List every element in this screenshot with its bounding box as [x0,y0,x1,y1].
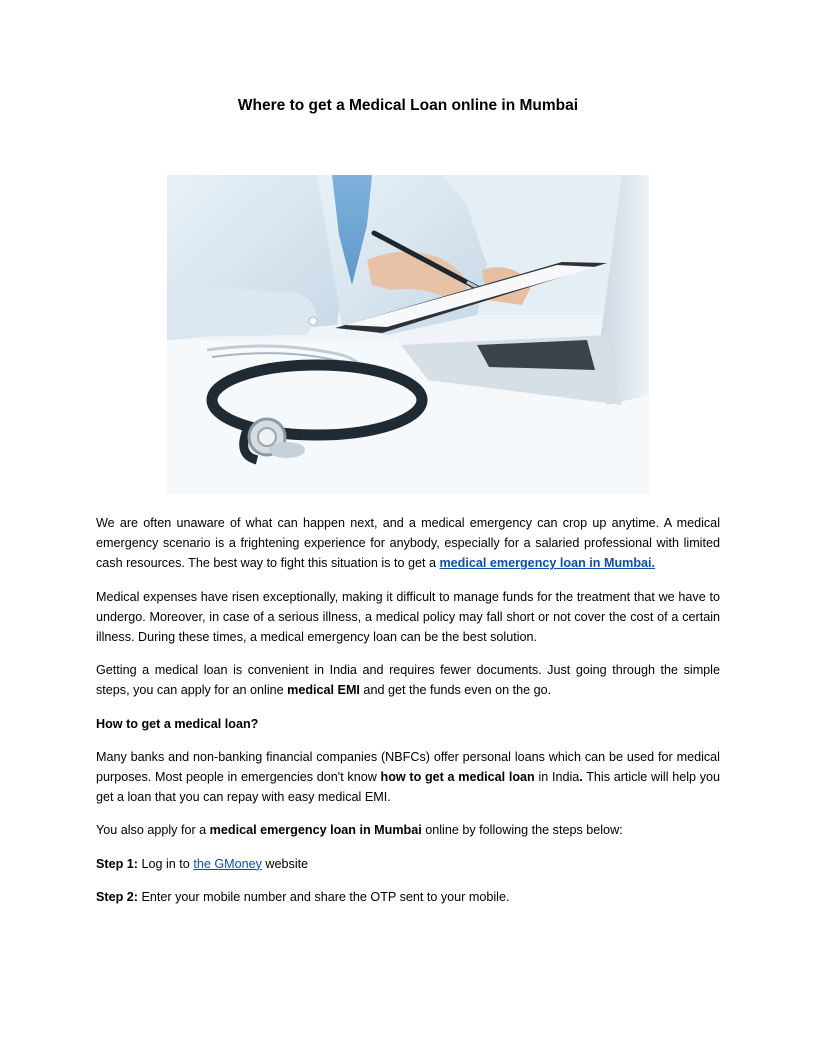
medical-emergency-loan-link[interactable]: medical emergency loan in Mumbai. [439,556,656,571]
step-2-label: Step 2: [96,889,138,904]
loan-mumbai-bold: medical emergency loan in Mumbai [209,823,422,838]
how-heading [96,714,720,734]
banks-text-c: This article will help you get a loan that you can repay with easy medical EMI. [96,770,721,805]
intro-paragraph [96,513,720,574]
medical-emi-bold: medical EMI [287,683,360,698]
apply-paragraph [96,820,720,840]
apply-text-b: online by following the steps below: [421,823,623,838]
step-1 [96,854,720,874]
convenience-text-a: Getting a medical loan is convenient in India and requires fewer documents. Just going through the simple steps, you can apply for an online [96,663,720,698]
step-1-text-b: website [261,856,309,871]
step-1-label: Step 1: [96,856,138,871]
page-title: Where to get a Medical Loan online in Mumbai [237,97,579,114]
convenience-paragraph [96,660,720,700]
banks-text-b: in India [534,770,580,785]
step-2 [96,887,720,907]
hero-image [167,175,649,495]
banks-paragraph [96,747,720,808]
apply-text-a: You also apply for a [96,823,210,838]
banks-bold-dot: . [579,770,583,785]
how-to-get-bold: how to get a medical loan [380,770,535,785]
convenience-text-b: and get the funds even on the go. [359,683,552,698]
how-heading-text: How to get a medical loan? [96,716,259,731]
article-body [96,513,720,920]
step-2-text: Enter your mobile number and share the OTP sent to your mobile. [138,889,510,904]
banks-text-a: Many banks and non-banking financial companies (NBFCs) offer personal loans which can be used for medical purposes. Most people in emergencies don't know [96,749,720,785]
step-1-text-a: Log in to [138,856,194,871]
intro-text: We are often unaware of what can happen next, and a medical emergency can crop up anytime. A medical emergency scenario is a frightening experience for anybody, especially for a salaried professional with limited cash resources. The best way to fight this situation is to get a [96,516,720,571]
gmoney-link[interactable]: the GMoney [193,856,262,871]
expenses-paragraph: Medical expenses have risen exceptionally, making it difficult to manage funds for the treatment that we have to undergo. Moreover, in case of a serious illness, a medical policy may fall short or not cover the cost of a certain illness. During these times, a medical emergency loan can be the best solution. [96,589,720,645]
